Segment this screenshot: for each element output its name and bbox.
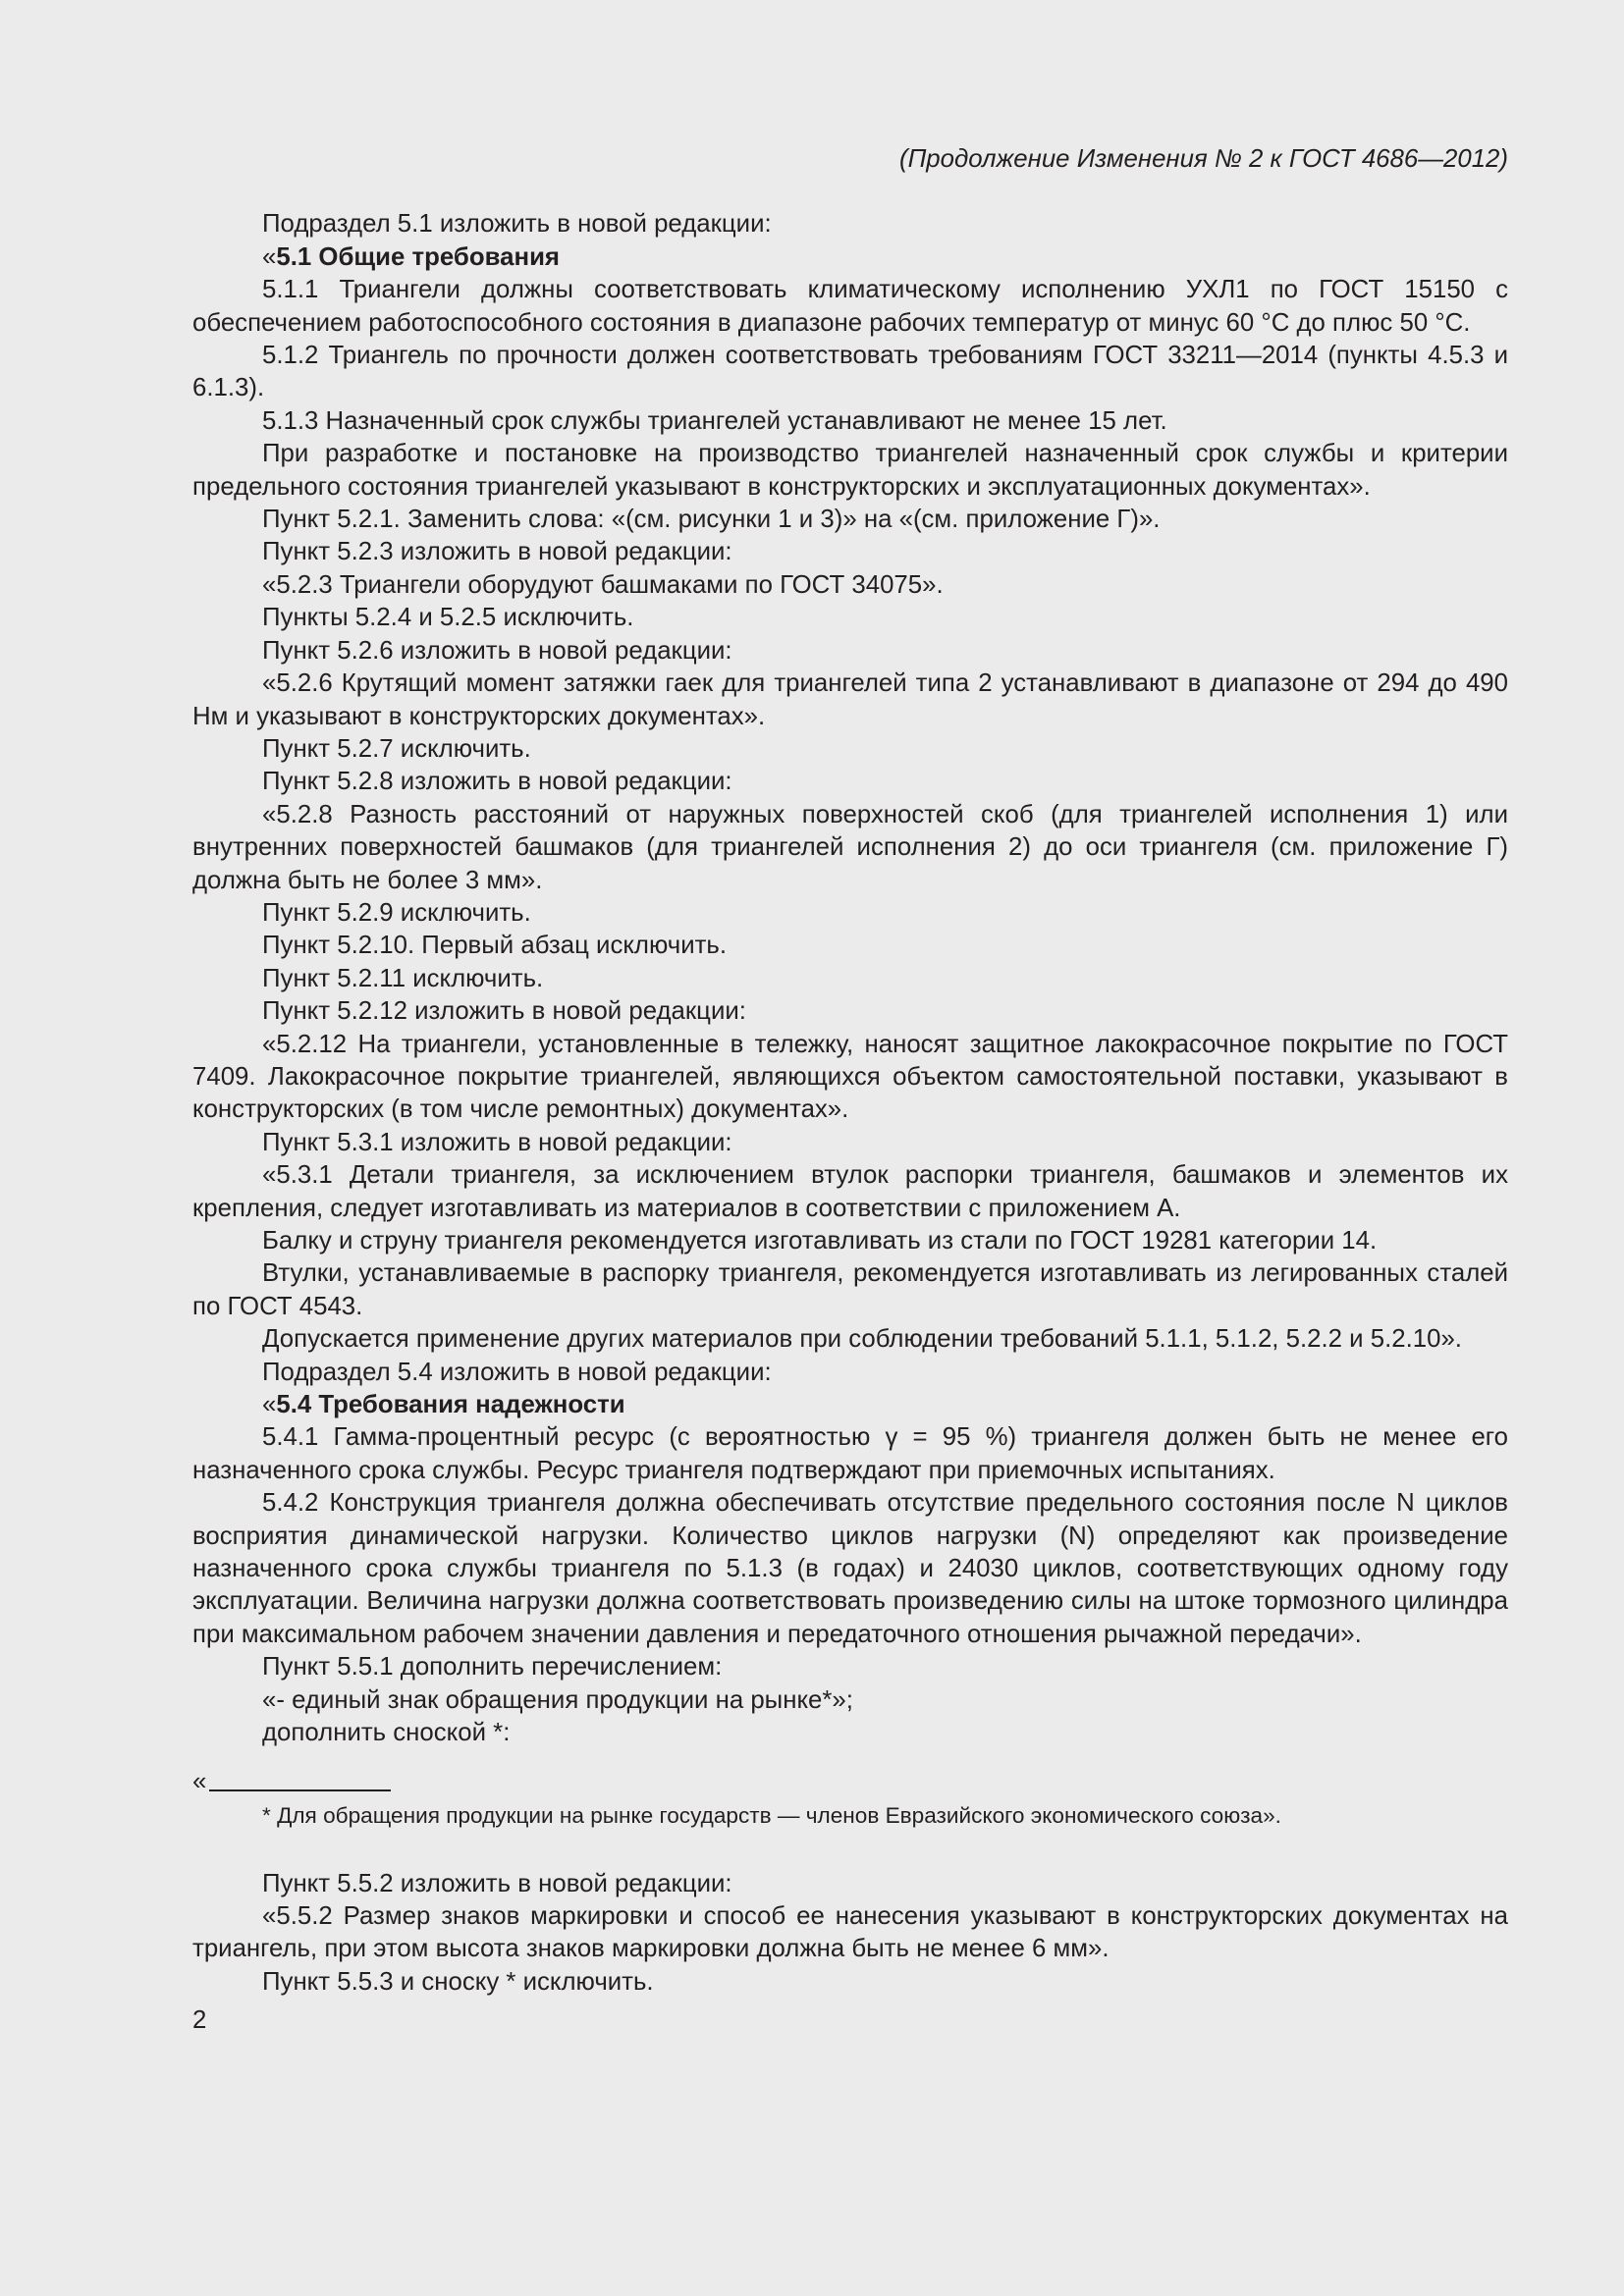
paragraph-text: «5.2.3 Триангели оборудуют башмаками по ГОСТ 34075».	[262, 570, 944, 599]
paragraph-text: Пункт 5.2.10. Первый абзац исключить.	[262, 932, 728, 960]
paragraph-text: Пункт 5.3.1 изложить в новой редакции:	[262, 1128, 732, 1156]
paragraph	[192, 1684, 1508, 1717]
paragraph	[192, 274, 1508, 340]
paragraph-text: «5.5.2 Размер знаков маркировки и способ ее нанесения указывают в конструкторских документах на триангель, при этом высота знаков маркировки должна быть не менее 6 мм».	[192, 1901, 1508, 1963]
paragraph-text: «- единый знак обращения продукции на рынке*»;	[262, 1685, 853, 1714]
paragraph	[192, 667, 1508, 733]
paragraph	[192, 995, 1508, 1028]
paragraph	[192, 733, 1508, 766]
paragraph-text: Пункт 5.2.3 изложить в новой редакции:	[262, 538, 732, 566]
paragraph	[192, 1868, 1508, 1900]
paragraph-text: Пункт 5.5.1 дополнить перечислением:	[262, 1653, 723, 1682]
paragraph	[192, 635, 1508, 667]
paragraph	[192, 438, 1508, 504]
paragraph-text: 5.1.1 Триангели должны соответствовать климатическому исполнению УХЛ1 по ГОСТ 15150 с обеспечением работоспособного состояния в диапазоне рабочих температур от минус 60 °С до плюс 50 °С.	[192, 276, 1508, 337]
spacer	[192, 1831, 1508, 1868]
paragraph	[192, 1159, 1508, 1225]
paragraph-text: Пункт 5.2.8 изложить в новой редакции:	[262, 768, 732, 796]
paragraph-text: Пункт 5.5.3 и сноску * исключить.	[262, 1967, 654, 1996]
paragraph	[192, 1029, 1508, 1127]
paragraph	[192, 1323, 1508, 1356]
paragraph-text: 5.1.3 Назначенный срок службы триангелей устанавливают не менее 15 лет.	[262, 406, 1167, 435]
paragraph-text: «5.2.12 На триангели, установленные в тележку, наносят защитное лакокрасочное покрытие по ГОСТ 7409. Лакокрасочное покрытие триангелей, являющихся объектом самостоятельной поставки, указывают в конструкторских (в том числе ремонтных) документах».	[192, 1030, 1508, 1124]
paragraph	[192, 1357, 1508, 1389]
spacer	[192, 1750, 1508, 1770]
paragraph	[192, 1257, 1508, 1323]
paragraph-text: дополнить сноской *:	[262, 1719, 511, 1747]
paragraph	[192, 1225, 1508, 1257]
paragraph	[192, 1487, 1508, 1651]
paragraph	[192, 1127, 1508, 1159]
page-number: 2	[192, 2006, 207, 2035]
paragraph-text: «5.2.6 Крутящий момент затяжки гаек для триангелей типа 2 устанавливают в диапазоне от 294 до 490 Нм и указывают в конструкторских документах».	[192, 669, 1508, 730]
paragraph	[192, 799, 1508, 897]
paragraph-text: Допускается применение других материалов при соблюдении требований 5.1.1, 5.1.2, 5.2.2 и 5.2.10».	[262, 1325, 1462, 1354]
paragraph	[192, 1389, 1508, 1421]
paragraph	[192, 504, 1508, 536]
quote-mark: «	[262, 242, 277, 271]
paragraph	[192, 241, 1508, 274]
paragraph-text: Пункт 5.2.9 исключить.	[262, 898, 531, 927]
paragraph-text: Балку и струну триангеля рекомендуется изготавливать из стали по ГОСТ 19281 категории 14.	[262, 1227, 1378, 1255]
section-heading: 5.1 Общие требования	[276, 242, 560, 271]
paragraph	[192, 536, 1508, 568]
footnote-separator	[192, 1770, 1508, 1799]
paragraph	[192, 1900, 1508, 1966]
paragraph	[192, 208, 1508, 240]
paragraph	[192, 340, 1508, 405]
paragraph	[192, 1421, 1508, 1487]
paragraph-text: Пункт 5.2.6 изложить в новой редакции:	[262, 636, 732, 665]
document-body-top	[192, 208, 1508, 1749]
paragraph-text: 5.4.1 Гамма-процентный ресурс (с вероятностью γ = 95 %) триангеля должен быть не менее его назначенного срока службы. Ресурс триангеля подтверждают при приемочных испытаниях.	[192, 1423, 1508, 1484]
paragraph-text: При разработке и постановке на производство триангелей назначенный срок службы и критерии предельного состояния триангелей указывают в конструкторских и эксплуатационных документах».	[192, 440, 1508, 501]
paragraph	[192, 1966, 1508, 1999]
paragraph-text: Подраздел 5.1 изложить в новой редакции:	[262, 210, 772, 239]
paragraph-text: Пункт 5.2.11 исключить.	[262, 964, 544, 992]
document-page	[192, 143, 1508, 2038]
paragraph-text: Пункт 5.5.2 изложить в новой редакции:	[262, 1869, 732, 1897]
paragraph-text: Пункт 5.2.1. Заменить слова: «(см. рисунки 1 и 3)» на «(см. приложение Г)».	[262, 506, 1161, 534]
paragraph	[192, 1651, 1508, 1683]
section-heading: 5.4 Требования надежности	[276, 1391, 625, 1419]
paragraph-text: «5.2.8 Разность расстояний от наружных поверхностей скоб (для триангелей исполнения 1) или внутренних поверхностей башмаков (для триангелей исполнения 2) до оси триангеля (см. приложение Г) должна быть не более 3 мм».	[192, 800, 1508, 894]
paragraph-text: «5.3.1 Детали триангеля, за исключением втулок распорки триангеля, башмаков и элементов их крепления, следует изготавливать из материалов в соответствии с приложением А.	[192, 1161, 1508, 1222]
paragraph	[192, 602, 1508, 634]
paragraph	[192, 963, 1508, 995]
paragraph-text: Пункт 5.2.7 исключить.	[262, 734, 531, 763]
paragraph	[192, 1717, 1508, 1749]
quote-mark: «	[262, 1391, 277, 1419]
paragraph	[192, 405, 1508, 438]
paragraph	[192, 930, 1508, 962]
paragraph-text: Пункты 5.2.4 и 5.2.5 исключить.	[262, 604, 634, 632]
document-header: (Продолжение Изменения № 2 к ГОСТ 4686—2012)	[898, 145, 1508, 173]
document-body-bottom	[192, 1868, 1508, 2000]
footnote-rule	[209, 1789, 391, 1791]
paragraph-text: 5.4.2 Конструкция триангеля должна обеспечивать отсутствие предельного состояния после N циклов восприятия динамической нагрузки. Количество циклов нагрузки (N) определяют как произведение назначенного срока службы триангеля по 5.1.3 (в годах) и 24030 циклов, соответствующих одному году эксплуатации. Величина нагрузки должна соответствовать произведению силы на штоке тормозного цилиндра при максимальном рабочем значении давления и передаточного отношения рычажной передачи».	[192, 1489, 1508, 1648]
footnote-open-quote: «	[192, 1768, 207, 1796]
paragraph-text: 5.1.2 Триангель по прочности должен соответствовать требованиям ГОСТ 33211—2014 (пункты 4.5.3 и 6.1.3).	[192, 342, 1508, 402]
paragraph	[192, 897, 1508, 930]
paragraph-text: Подраздел 5.4 изложить в новой редакции:	[262, 1358, 772, 1386]
paragraph	[192, 766, 1508, 798]
footnote-text: * Для обращения продукции на рынке государств — членов Евразийского экономического союза».	[262, 1802, 1281, 1828]
paragraph	[192, 569, 1508, 602]
paragraph-text: Пункт 5.2.12 изложить в новой редакции:	[262, 997, 746, 1026]
paragraph-text: Втулки, устанавливаемые в распорку триангеля, рекомендуется изготавливать из легированных сталей по ГОСТ 4543.	[192, 1259, 1508, 1320]
